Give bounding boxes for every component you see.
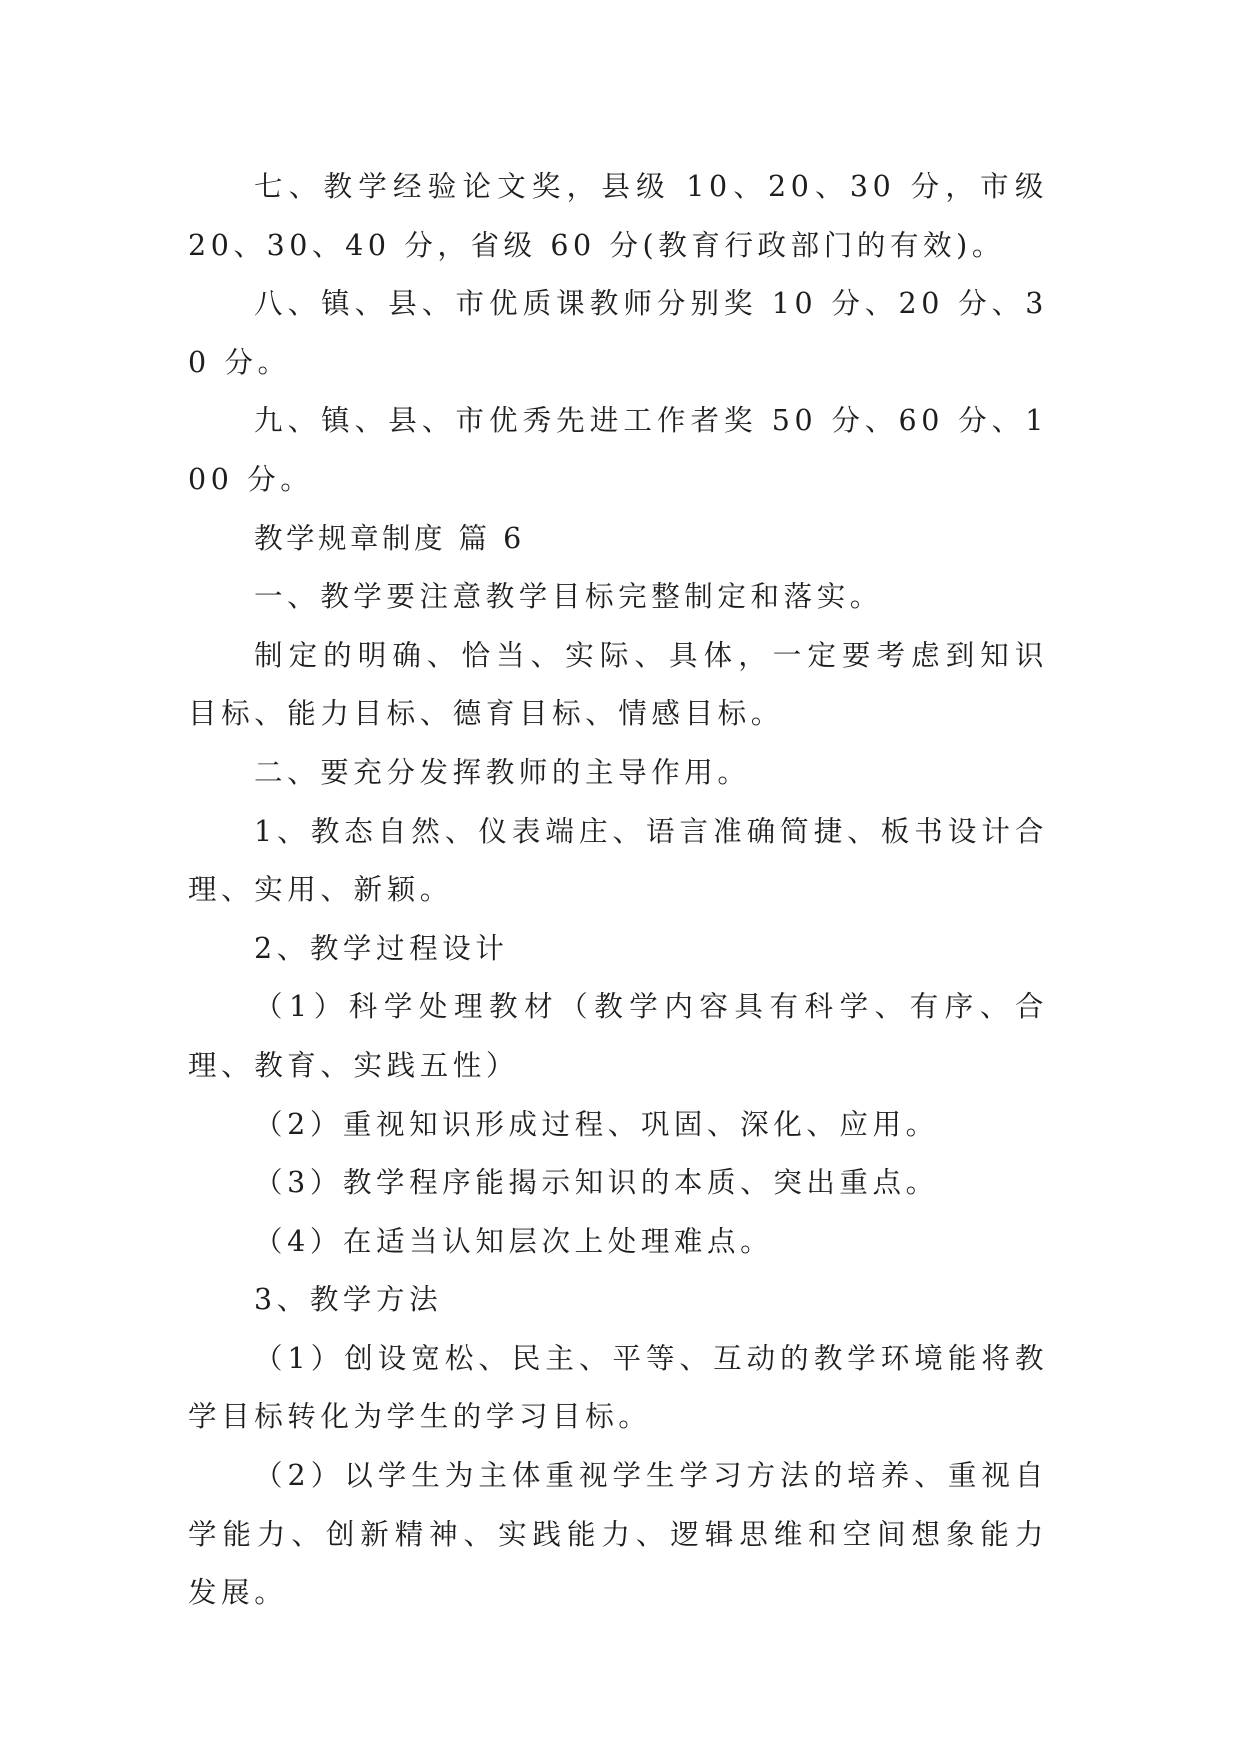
paragraph-method-item-1: （1）创设宽松、民主、平等、互动的教学环境能将教学目标转化为学生的学习目标。 xyxy=(188,1341,1048,1434)
paragraph-process-item-1: （1）科学处理教材（教学内容具有科学、有序、合理、教育、实践五性） xyxy=(188,990,1048,1082)
paragraph-process-design: 2、教学过程设计 xyxy=(254,931,509,965)
document-body xyxy=(188,158,1048,1623)
paragraph-process-item-3: （3）教学程序能揭示知识的本质、突出重点。 xyxy=(254,1166,939,1200)
paragraph-process-item-4: （4）在适当认知层次上处理难点。 xyxy=(254,1224,774,1258)
paragraph-award-papers: 七、教学经验论文奖，县级 10、20、30 分，市级 20、30、40 分，省级 60 分(教育行政部门的有效)。 xyxy=(188,170,1048,262)
paragraph-method-item-2: （2）以学生为主体重视学生学习方法的培养、重视自学能力、创新精神、实践能力、逻辑思维和空间想象能力发展。 xyxy=(188,1459,1048,1610)
paragraph-process-item-2: （2）重视知识形成过程、巩固、深化、应用。 xyxy=(254,1107,939,1141)
paragraph-teaching-goals: 一、教学要注意教学目标完整制定和落实。 xyxy=(254,580,883,614)
section-heading: 教学规章制度 篇 6 xyxy=(254,521,525,555)
paragraph-teaching-methods: 3、教学方法 xyxy=(254,1283,443,1317)
paragraph-award-quality-class: 八、镇、县、市优质课教师分别奖 10 分、20 分、30 分。 xyxy=(188,287,1048,379)
paragraph-teacher-role: 二、要充分发挥教师的主导作用。 xyxy=(254,755,751,789)
paragraph-goal-details: 制定的明确、恰当、实际、具体，一定要考虑到知识目标、能力目标、德育目标、情感目标。 xyxy=(188,638,1048,731)
paragraph-award-advanced-worker: 九、镇、县、市优秀先进工作者奖 50 分、60 分、100 分。 xyxy=(188,404,1048,496)
paragraph-teaching-manner: 1、教态自然、仪表端庄、语言准确简捷、板书设计合理、实用、新颖。 xyxy=(188,814,1048,907)
